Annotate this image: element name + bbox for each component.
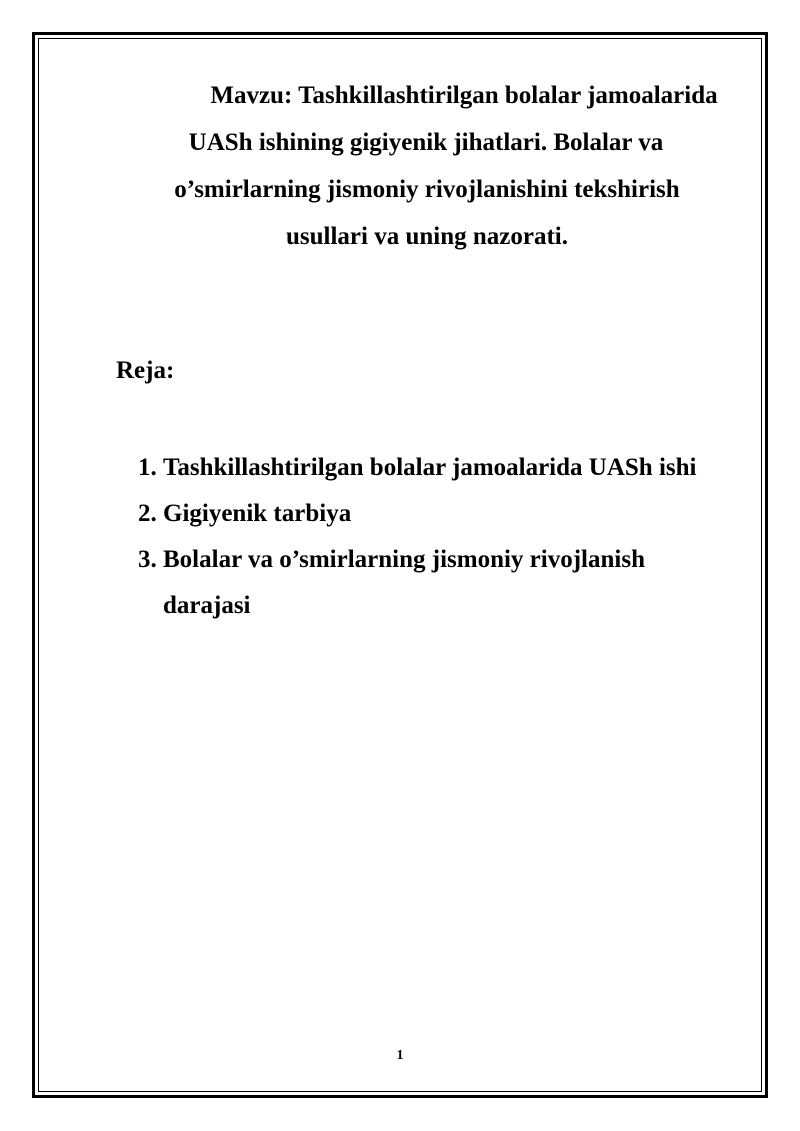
plan-item-number: 2. bbox=[138, 500, 157, 527]
plan-item bbox=[138, 537, 758, 629]
plan-item-number: 3. bbox=[138, 546, 157, 573]
plan-item-text: Gigiyenik tarbiya bbox=[163, 500, 352, 527]
plan-item-number: 1. bbox=[138, 454, 157, 481]
document-title bbox=[100, 72, 754, 260]
page-number: 1 bbox=[396, 1048, 404, 1063]
plan-item bbox=[138, 445, 758, 491]
plan-list bbox=[138, 445, 758, 629]
title-line: usullari va uning nazorati. bbox=[286, 223, 568, 250]
plan-item bbox=[138, 491, 758, 537]
title-line: Mavzu: Tashkillashtirilgan bolalar jamoalarida bbox=[210, 82, 718, 109]
plan-item-text: Tashkillashtirilgan bolalar jamoalarida UASh ishi bbox=[163, 454, 697, 481]
plan-item-text: Bolalar va o’smirlarning jismoniy rivojlanish darajasi bbox=[163, 546, 645, 619]
plan-heading: Reja: bbox=[116, 357, 175, 384]
title-line: o’smirlarning jismoniy rivojlanishini tekshirish bbox=[174, 176, 680, 203]
title-line: UASh ishining gigiyenik jihatlari. Bolalar va bbox=[188, 129, 664, 156]
